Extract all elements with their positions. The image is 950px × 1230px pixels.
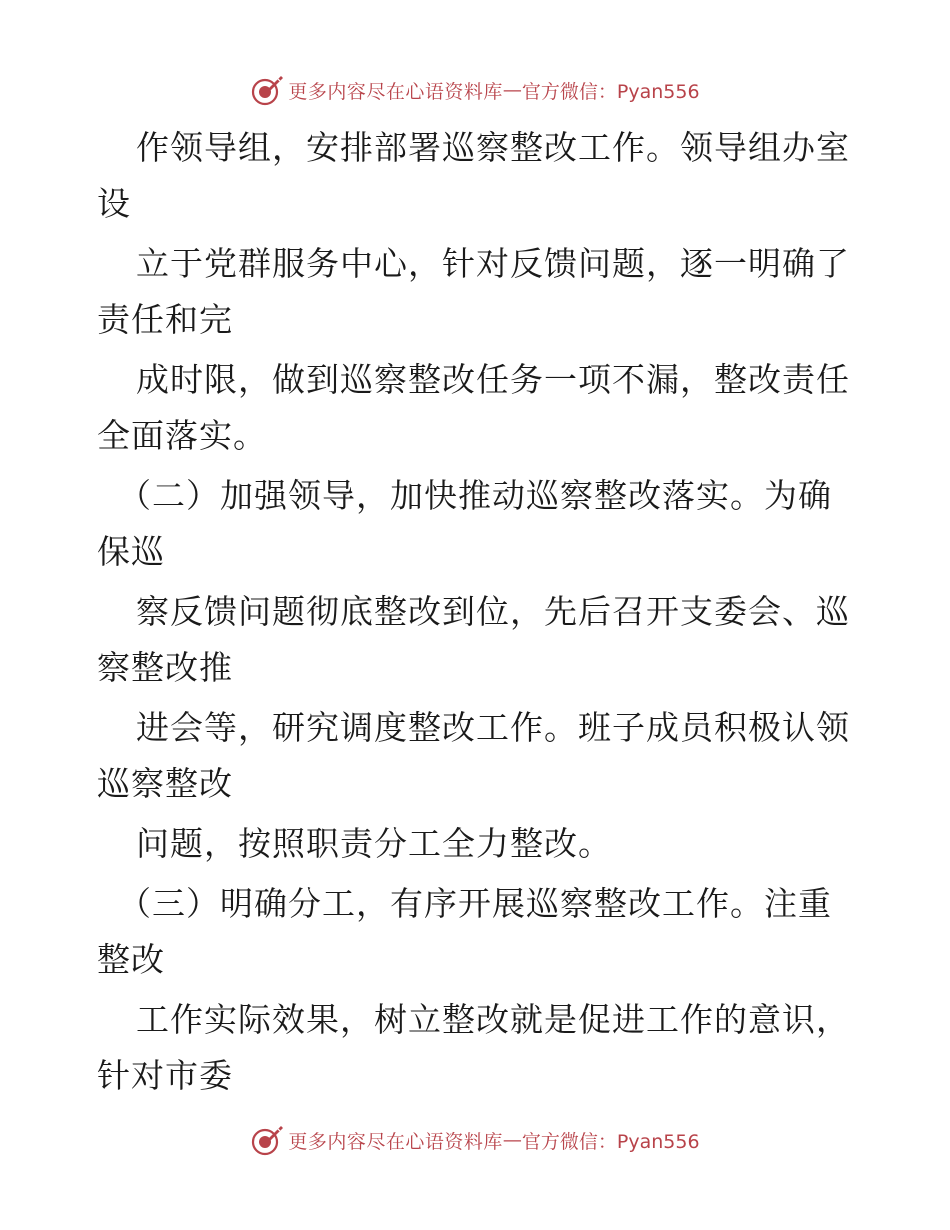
text-line-1: 作领导组，安排部署巡察整改工作。领导组办室	[136, 128, 850, 167]
text-line-7: （二）加强领导，加快推动巡察整改落实。为确	[118, 476, 832, 515]
header-banner	[0, 70, 950, 110]
banner-wechat: 官方微信：Pyan556	[521, 80, 700, 103]
text-line-11: 进会等，研究调度整改工作。班子成员积极认领	[136, 708, 850, 747]
text-line-15: 整改	[97, 940, 165, 979]
text-line-17: 针对市委	[97, 1056, 233, 1095]
text-line-3: 立于党群服务中心，针对反馈问题，逐一明确了	[136, 244, 850, 283]
banner-dash: —	[502, 1129, 522, 1151]
text-line-16: 工作实际效果，树立整改就是促进工作的意识，	[136, 1000, 850, 1039]
pen-logo-icon	[250, 1123, 284, 1157]
banner-text: 更多内容尽在心语资料库	[288, 80, 503, 103]
text-line-13: 问题，按照职责分工全力整改。	[136, 824, 612, 863]
banner-wechat: 官方微信：Pyan556	[521, 1130, 700, 1153]
banner-text: 更多内容尽在心语资料库	[288, 1130, 503, 1153]
footer-banner	[0, 1120, 950, 1160]
text-line-14: （三）明确分工，有序开展巡察整改工作。注重	[118, 884, 832, 923]
text-line-5: 成时限，做到巡察整改任务一项不漏，整改责任	[136, 360, 850, 399]
text-line-12: 巡察整改	[97, 764, 233, 803]
pen-logo-icon	[250, 73, 284, 107]
text-line-4: 责任和完	[97, 300, 233, 339]
text-line-6: 全面落实。	[97, 416, 267, 455]
text-line-10: 察整改推	[97, 648, 233, 687]
text-line-9: 察反馈问题彻底整改到位，先后召开支委会、巡	[136, 592, 850, 631]
banner-dash: —	[502, 79, 522, 101]
text-line-8: 保巡	[97, 532, 165, 571]
text-line-2: 设	[97, 184, 131, 223]
